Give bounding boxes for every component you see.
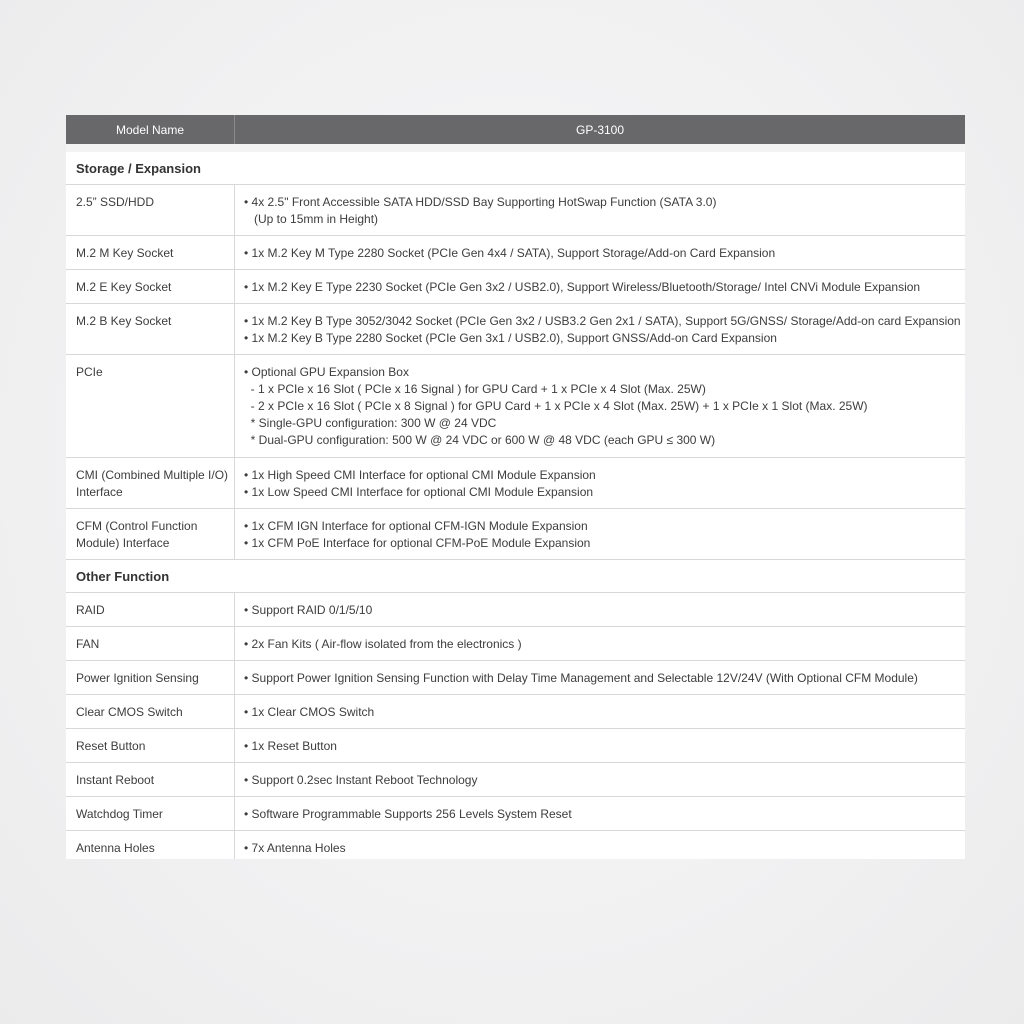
spec-label: FAN [66,627,235,660]
table-row [66,355,965,458]
spec-label: CFM (Control Function Module) Interface [66,509,235,559]
spec-value-line: • 4x 2.5" Front Accessible SATA HDD/SSD Bay Supporting HotSwap Function (SATA 3.0) [244,195,717,209]
spec-value-line: • 1x M.2 Key M Type 2280 Socket (PCIe Gen 4x4 / SATA), Support Storage/Add-on Card Expansion [244,246,776,260]
spec-value-line: (Up to 15mm in Height) [244,212,379,226]
table-header [66,115,965,144]
table-row [66,729,965,763]
spec-value-line: • 1x CFM IGN Interface for optional CFM-IGN Module Expansion [244,519,588,533]
spec-value [235,695,965,728]
table-row [66,797,965,831]
spec-value [235,729,965,762]
spec-body [66,152,965,859]
spec-label: PCIe [66,355,235,457]
spec-value-line: * Dual-GPU configuration: 500 W @ 24 VDC or 600 W @ 48 VDC (each GPU ≤ 300 W) [244,433,716,447]
spec-label: Antenna Holes [66,831,235,859]
spec-label: Watchdog Timer [66,797,235,830]
spec-value-line: • 1x M.2 Key B Type 3052/3042 Socket (PCIe Gen 3x2 / USB3.2 Gen 2x1 / SATA), Support 5G/GNSS/ Storage/Add-on card Expansion [244,314,961,328]
table-row [66,270,965,304]
table-row [66,509,965,560]
spec-value [235,236,965,269]
spec-value [235,270,965,303]
spec-label: Clear CMOS Switch [66,695,235,728]
spec-value-line: * Single-GPU configuration: 300 W @ 24 VDC [244,416,497,430]
spec-label: Power Ignition Sensing [66,661,235,694]
spec-label: M.2 E Key Socket [66,270,235,303]
spec-value [235,797,965,830]
spec-value [235,458,965,508]
section-title-other-function: Other Function [66,560,965,593]
spec-value-line: - 1 x PCIe x 16 Slot ( PCIe x 16 Signal ) for GPU Card + 1 x PCIe x 4 Slot (Max. 25W) [244,382,706,396]
spec-value [235,304,965,354]
spec-value [235,593,965,626]
spec-label: RAID [66,593,235,626]
spec-table [66,115,965,859]
spec-value-line: • 1x High Speed CMI Interface for optional CMI Module Expansion [244,468,596,482]
spec-label: 2.5” SSD/HDD [66,185,235,235]
table-row [66,831,965,859]
spec-value-line: • 1x Low Speed CMI Interface for optional CMI Module Expansion [244,485,594,499]
spec-value [235,185,965,235]
table-row [66,593,965,627]
table-row [66,185,965,236]
spec-label: M.2 M Key Socket [66,236,235,269]
spec-value [235,355,965,457]
section-title-storage-expansion: Storage / Expansion [66,152,965,185]
spec-value-line: • 1x M.2 Key B Type 2280 Socket (PCIe Gen 3x1 / USB2.0), Support GNSS/Add-on Card Expansion [244,331,777,345]
table-row [66,695,965,729]
table-row [66,763,965,797]
spec-label: Instant Reboot [66,763,235,796]
header-model-name-label: Model Name [66,115,235,144]
table-row [66,458,965,509]
header-gap [66,144,965,152]
spec-value-line: - 2 x PCIe x 16 Slot ( PCIe x 8 Signal ) for GPU Card + 1 x PCIe x 4 Slot (Max. 25W) + 1 x PCIe x 1 Slot (Max. 25W) [244,399,868,413]
spec-value-line: • Support Power Ignition Sensing Function with Delay Time Management and Selectable 12V/24V (With Optional CFM Module) [244,671,918,685]
spec-value [235,763,965,796]
spec-value-line: • Software Programmable Supports 256 Levels System Reset [244,807,572,821]
spec-value-line: • Support RAID 0/1/5/10 [244,603,373,617]
spec-value-line: • 7x Antenna Holes [244,841,346,855]
table-row [66,627,965,661]
spec-value-line: • 1x Reset Button [244,739,337,753]
spec-label: CMI (Combined Multiple I/O) Interface [66,458,235,508]
table-row [66,304,965,355]
table-row [66,661,965,695]
spec-value [235,831,965,859]
spec-value-line: • 2x Fan Kits ( Air-flow isolated from the electronics ) [244,637,522,651]
spec-value [235,627,965,660]
spec-value-line: • Optional GPU Expansion Box [244,365,409,379]
spec-value [235,509,965,559]
table-row [66,236,965,270]
spec-value-line: • 1x M.2 Key E Type 2230 Socket (PCIe Gen 3x2 / USB2.0), Support Wireless/Bluetooth/Storage/ Intel CNVi Module Expansion [244,280,921,294]
spec-value-line: • Support 0.2sec Instant Reboot Technology [244,773,478,787]
header-model-value: GP-3100 [575,122,625,137]
spec-value-line: • 1x Clear CMOS Switch [244,705,375,719]
spec-label: Reset Button [66,729,235,762]
spec-label: M.2 B Key Socket [66,304,235,354]
spec-value [235,661,965,694]
spec-value-line: • 1x CFM PoE Interface for optional CFM-PoE Module Expansion [244,536,591,550]
